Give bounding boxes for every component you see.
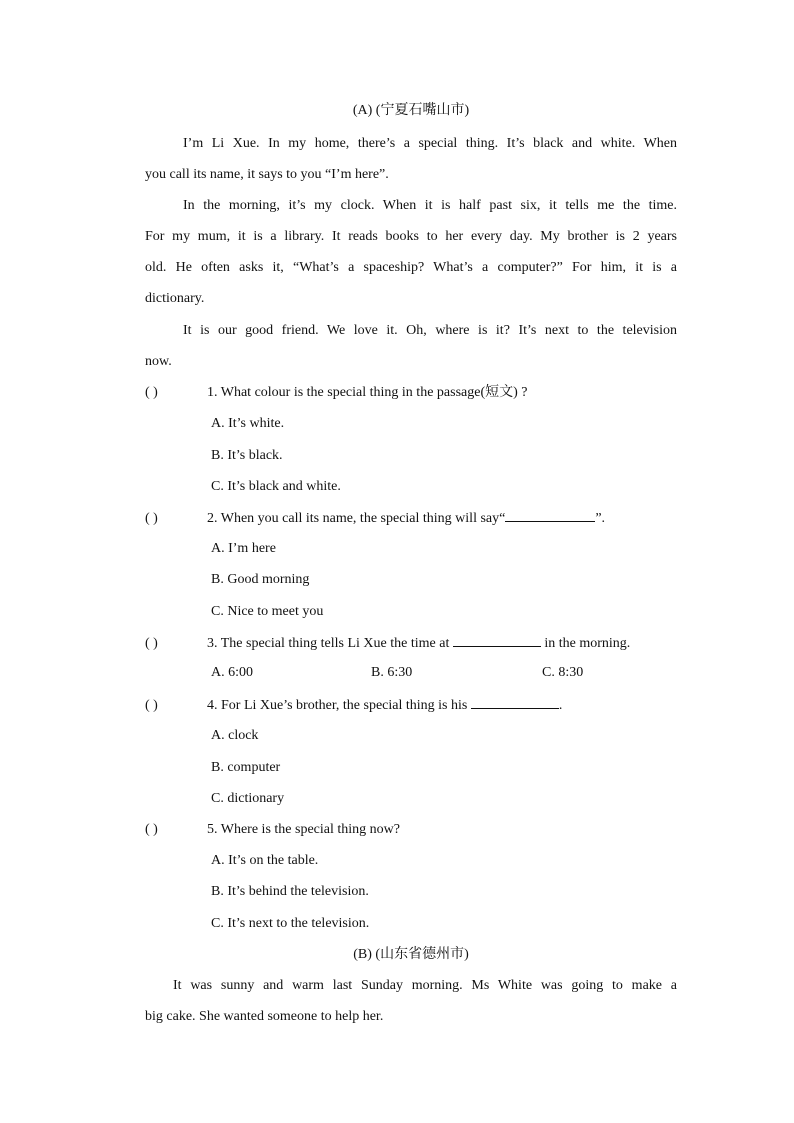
passage-b-line: It was sunny and warm last Sunday morning. Ms White was going to make a [173, 978, 677, 993]
question-text: 3. The special thing tells Li Xue the time at [207, 636, 450, 651]
option-c: C. It’s next to the television. [211, 916, 370, 931]
passage-a-line: you call its name, it says to you “I’m here”. [145, 167, 389, 182]
passage-b-line: big cake. She wanted someone to help her. [145, 1009, 384, 1024]
answer-blank[interactable] [505, 507, 595, 522]
answer-bracket[interactable]: ( ) [145, 822, 158, 837]
passage-a-line: dictionary. [145, 291, 205, 306]
passage-a-line: In the morning, it’s my clock. When it is half past six, it tells me the time. [183, 198, 677, 213]
question-4 [145, 694, 677, 716]
question-3 [145, 632, 677, 654]
passage-a-line: I’m Li Xue. In my home, there’s a special thing. It’s black and white. When [183, 136, 677, 151]
option-a: A. It’s on the table. [211, 853, 319, 868]
answer-blank[interactable] [453, 632, 541, 647]
passage-a-line: For my mum, it is a library. It reads books to her every day. My brother is 2 years [145, 229, 677, 244]
option-b: B. It’s black. [211, 448, 283, 463]
answer-blank[interactable] [471, 694, 559, 709]
option-c: C. 8:30 [542, 665, 584, 680]
question-text-end: ”. [595, 511, 606, 526]
answer-bracket[interactable]: ( ) [145, 698, 158, 713]
option-c: C. Nice to meet you [211, 604, 324, 619]
question-text: 5. Where is the special thing now? [207, 822, 400, 837]
option-b: B. Good morning [211, 572, 310, 587]
option-a: A. I’m here [211, 541, 276, 556]
answer-bracket[interactable]: ( ) [145, 511, 158, 526]
answer-bracket[interactable]: ( ) [145, 636, 158, 651]
passage-a-line: It is our good friend. We love it. Oh, where is it? It’s next to the television [183, 323, 677, 338]
question-text: 1. What colour is the special thing in the passage(短文) ? [207, 385, 528, 400]
question-2 [145, 507, 677, 529]
option-c: C. dictionary [211, 791, 285, 806]
question-1 [145, 382, 677, 404]
option-b: B. computer [211, 760, 281, 775]
option-a: A. clock [211, 728, 259, 743]
question-5 [145, 819, 677, 841]
question-text: 4. For Li Xue’s brother, the special thing is his [207, 698, 468, 713]
option-a: A. 6:00 [211, 665, 253, 680]
question-text-end: . [558, 698, 563, 713]
passage-a-line: now. [145, 354, 172, 369]
section-b-heading: (B) (山东省德州市) [353, 947, 469, 962]
section-a-heading: (A) (宁夏石嘴山市) [352, 103, 470, 118]
options-row [211, 662, 591, 684]
question-text: 2. When you call its name, the special thing will say“ [207, 511, 506, 526]
question-text-end: in the morning. [544, 636, 631, 651]
answer-bracket[interactable]: ( ) [145, 385, 158, 400]
passage-a-line: old. He often asks it, “What’s a spaceship? What’s a computer?” For him, it is a [145, 260, 677, 275]
option-c: C. It’s black and white. [211, 479, 341, 494]
option-a: A. It’s white. [211, 416, 285, 431]
option-b: B. It’s behind the television. [211, 884, 369, 899]
option-b: B. 6:30 [371, 665, 413, 680]
